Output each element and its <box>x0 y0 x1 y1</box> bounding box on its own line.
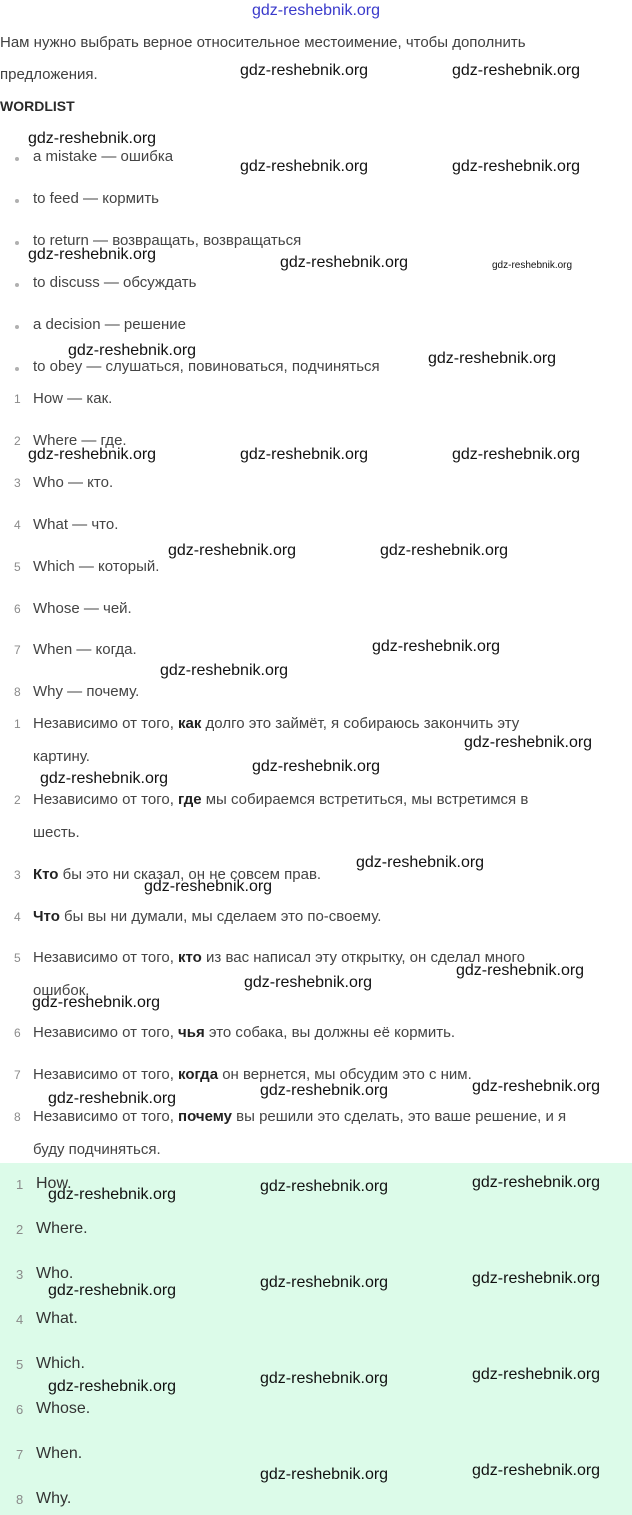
sentence-continuation: ошибок. <box>33 982 90 999</box>
item-number: 7 <box>16 1447 24 1462</box>
list-item: to feed — кормить <box>33 190 159 207</box>
watermark: gdz-reshebnik.org <box>456 962 585 979</box>
list-item: to return — возвращать, возвращаться <box>33 232 302 249</box>
item-number: 8 <box>16 1492 24 1507</box>
watermark: gdz-reshebnik.org <box>260 1466 389 1483</box>
bullet-icon <box>15 367 19 371</box>
item-number: 3 <box>14 476 21 490</box>
list-item: a mistake — ошибка <box>33 148 174 165</box>
top-watermark: gdz-reshebnik.org <box>251 2 381 19</box>
watermark: gdz-reshebnik.org <box>452 446 581 463</box>
item-number: 2 <box>14 434 21 448</box>
item-number: 8 <box>14 685 21 699</box>
watermark: gdz-reshebnik.org <box>372 638 501 655</box>
sentence: Что бы вы ни думали, мы сделаем это по-своему. <box>33 908 382 925</box>
watermark: gdz-reshebnik.org <box>472 1078 601 1095</box>
watermark: gdz-reshebnik.org <box>472 1174 601 1191</box>
watermark: gdz-reshebnik.org <box>48 1186 177 1203</box>
answer: Who. <box>36 1265 74 1282</box>
item-number: 2 <box>16 1222 24 1237</box>
item-number: 3 <box>16 1267 24 1282</box>
bullet-icon <box>15 283 19 287</box>
watermark: gdz-reshebnik.org <box>464 734 593 751</box>
watermark: gdz-reshebnik.org <box>240 62 369 79</box>
item-number: 6 <box>14 602 21 616</box>
list-item: Who — кто. <box>33 474 114 491</box>
item-number: 3 <box>14 868 21 882</box>
item-number: 1 <box>14 392 21 406</box>
watermark: gdz-reshebnik.org <box>428 350 557 367</box>
answer: Why. <box>36 1490 72 1507</box>
list-item: to obey — слушаться, повиноваться, подчиняться <box>33 358 380 375</box>
bullet-icon <box>15 325 19 329</box>
answer: Whose. <box>36 1400 91 1417</box>
watermark: gdz-reshebnik.org <box>280 254 409 271</box>
watermark: gdz-reshebnik.org <box>452 158 581 175</box>
watermark: gdz-reshebnik.org <box>472 1462 601 1479</box>
watermark: gdz-reshebnik.org <box>48 1378 177 1395</box>
bullet-icon <box>15 199 19 203</box>
watermark: gdz-reshebnik.org <box>40 770 169 787</box>
watermark: gdz-reshebnik.org <box>240 158 369 175</box>
watermark: gdz-reshebnik.org <box>68 342 197 359</box>
list-item: a decision — решение <box>33 316 186 333</box>
answer: What. <box>36 1310 78 1327</box>
watermark: gdz-reshebnik.org <box>32 994 161 1011</box>
watermark: gdz-reshebnik.org <box>240 446 369 463</box>
watermark: gdz-reshebnik.org <box>144 878 273 895</box>
wordlist-title: WORDLIST <box>0 98 75 114</box>
watermark: gdz-reshebnik.org <box>492 260 573 271</box>
watermark: gdz-reshebnik.org <box>472 1270 601 1287</box>
item-number: 8 <box>14 1110 21 1124</box>
watermark: gdz-reshebnik.org <box>48 1282 177 1299</box>
item-number: 2 <box>14 793 21 807</box>
watermark: gdz-reshebnik.org <box>260 1370 389 1387</box>
bullet-icon <box>15 157 19 161</box>
item-number: 6 <box>14 1026 21 1040</box>
sentence: Независимо от того, чья это собака, вы должны её кормить. <box>33 1024 456 1041</box>
watermark: gdz-reshebnik.org <box>244 974 373 991</box>
watermark: gdz-reshebnik.org <box>380 542 509 559</box>
list-item: Which — который. <box>33 558 160 575</box>
sentence: Независимо от того, кто из вас написал эту открытку, он сделал много <box>33 949 526 966</box>
watermark: gdz-reshebnik.org <box>260 1178 389 1195</box>
item-number: 4 <box>14 518 21 532</box>
watermark: gdz-reshebnik.org <box>356 854 485 871</box>
list-item: When — когда. <box>33 641 137 658</box>
list-item: How — как. <box>33 390 113 407</box>
watermark: gdz-reshebnik.org <box>260 1082 389 1099</box>
sentence-continuation: шесть. <box>33 824 80 841</box>
answer: Which. <box>36 1355 85 1372</box>
item-number: 4 <box>14 910 21 924</box>
item-number: 7 <box>14 643 21 657</box>
watermark: gdz-reshebnik.org <box>260 1274 389 1291</box>
sentence-continuation: буду подчиняться. <box>33 1141 161 1158</box>
sentence-continuation: картину. <box>33 748 90 765</box>
item-number: 7 <box>14 1068 21 1082</box>
watermark: gdz-reshebnik.org <box>28 246 157 263</box>
list-item: Where — где. <box>33 432 127 449</box>
watermark: gdz-reshebnik.org <box>160 662 289 679</box>
watermark: gdz-reshebnik.org <box>252 758 381 775</box>
item-number: 4 <box>16 1312 24 1327</box>
item-number: 1 <box>16 1177 24 1192</box>
sentence: Независимо от того, где мы собираемся встретиться, мы встретимся в <box>33 791 529 808</box>
watermark: gdz-reshebnik.org <box>452 62 581 79</box>
watermark: gdz-reshebnik.org <box>48 1090 177 1107</box>
item-number: 6 <box>16 1402 24 1417</box>
item-number: 5 <box>16 1357 24 1372</box>
bullet-icon <box>15 241 19 245</box>
item-number: 5 <box>14 951 21 965</box>
intro-line-2: предложения. <box>0 66 98 83</box>
sentence: Кто бы это ни сказал, он не совсем прав. <box>33 866 322 883</box>
intro-line-1: Нам нужно выбрать верное относительное местоимение, чтобы дополнить <box>0 34 526 51</box>
watermark: gdz-reshebnik.org <box>168 542 297 559</box>
watermark: gdz-reshebnik.org <box>28 130 157 147</box>
list-item: to discuss — обсуждать <box>33 274 197 291</box>
item-number: 5 <box>14 560 21 574</box>
list-item: What — что. <box>33 516 119 533</box>
item-number: 1 <box>14 717 21 731</box>
answer: When. <box>36 1445 83 1462</box>
answer: How. <box>36 1175 72 1192</box>
list-item: Why — почему. <box>33 683 140 700</box>
sentence: Независимо от того, когда он вернется, мы обсудим это с ним. <box>33 1066 472 1083</box>
watermark: gdz-reshebnik.org <box>472 1366 601 1383</box>
sentence: Независимо от того, как долго это займёт, я собираюсь закончить эту <box>33 715 520 732</box>
list-item: Whose — чей. <box>33 600 132 617</box>
answer: Where. <box>36 1220 88 1237</box>
sentence: Независимо от того, почему вы решили это сделать, это ваше решение, и я <box>33 1108 567 1125</box>
watermark: gdz-reshebnik.org <box>28 446 157 463</box>
